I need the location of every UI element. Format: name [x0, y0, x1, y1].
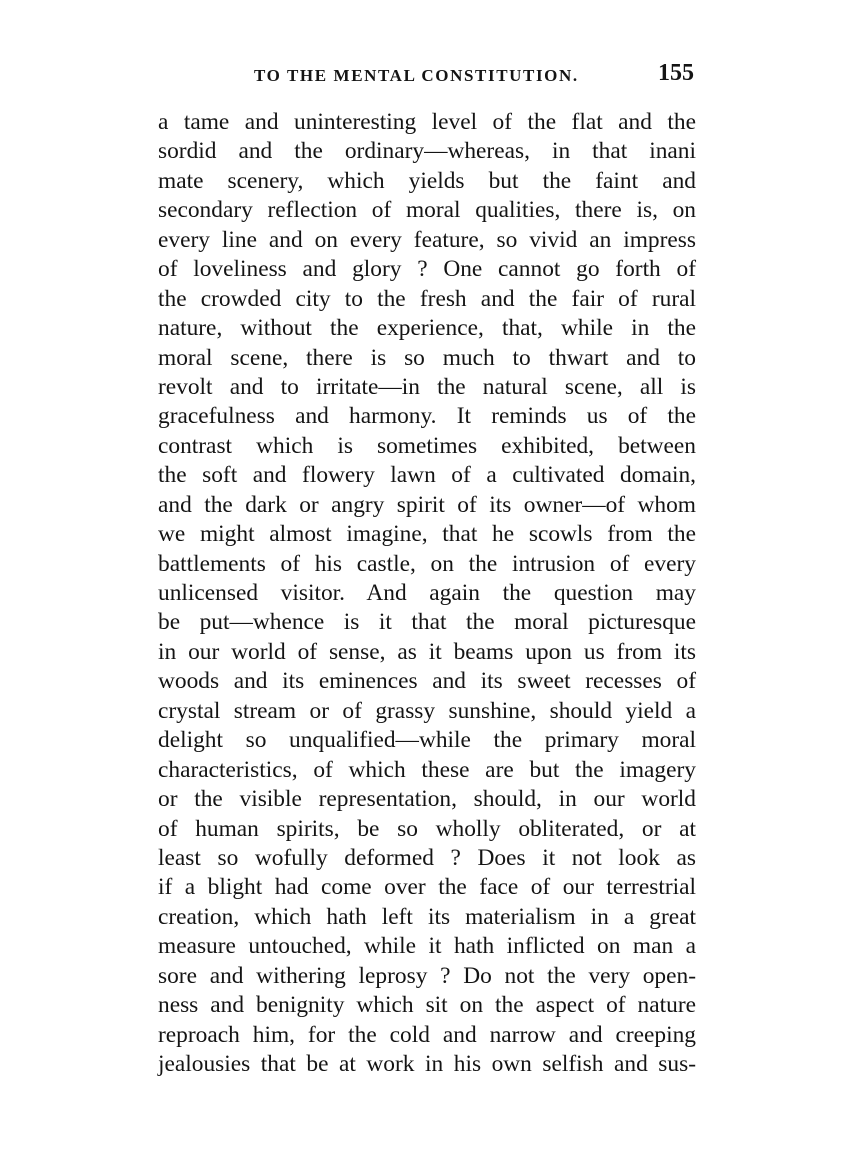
text-line: battlements of his castle, on the intrusion of every — [158, 550, 696, 577]
page-number: 155 — [658, 60, 694, 86]
text-line: the crowded city to the fresh and the fair of rural — [158, 285, 696, 312]
running-head — [158, 58, 694, 94]
text-line: every line and on every feature, so vivid an impress — [158, 226, 696, 253]
text-line: moral scene, there is so much to thwart and to — [158, 344, 696, 371]
text-line: crystal stream or of grassy sunshine, should yield a — [158, 697, 696, 724]
text-line: characteristics, of which these are but the imagery — [158, 756, 696, 783]
text-line: unlicensed visitor. And again the question may — [158, 580, 696, 606]
text-line: of human spirits, be so wholly obliterated, or at — [158, 815, 696, 842]
text-line: reproach him, for the cold and narrow and creeping — [158, 1021, 696, 1048]
text-line: revolt and to irritate—in the natural scene, all is — [158, 373, 696, 400]
text-line: measure untouched, while it hath inflicted on man a — [158, 933, 696, 960]
text-line: delight so unqualified—while the primary moral — [158, 727, 696, 754]
text-line: mate scenery, which yields but the faint and — [158, 167, 696, 194]
text-line: woods and its eminences and its sweet recesses of — [158, 668, 696, 695]
text-line: and the dark or angry spirit of its owner—of whom — [158, 491, 696, 518]
text-line: nature, without the experience, that, while in the — [158, 315, 696, 342]
text-line: sordid and the ordinary—whereas, in that inani — [158, 138, 696, 165]
text-line: be put—whence is it that the moral picturesque — [158, 609, 696, 636]
text-line: the soft and flowery lawn of a cultivated domain, — [158, 462, 696, 489]
running-title: TO THE MENTAL CONSTITUTION. — [254, 66, 579, 85]
text-line: contrast which is sometimes exhibited, between — [158, 432, 696, 459]
text-line: if a blight had come over the face of our terrestrial — [158, 874, 696, 901]
text-line: secondary reflection of moral qualities, there is, on — [158, 197, 696, 224]
text-line: or the visible representation, should, in our world — [158, 786, 696, 813]
text-line: we might almost imagine, that he scowls from the — [158, 521, 696, 548]
text-line: least so wofully deformed ? Does it not look as — [158, 844, 696, 871]
text-line: of loveliness and glory ? One cannot go forth of — [158, 256, 696, 283]
text-line: in our world of sense, as it beams upon us from its — [158, 638, 696, 665]
text-line: creation, which hath left its materialism in a great — [158, 903, 696, 930]
text-line: jealousies that be at work in his own selfish and sus- — [158, 1051, 696, 1077]
text-line: a tame and uninteresting level of the flat and the — [158, 109, 696, 135]
text-line: gracefulness and harmony. It reminds us of the — [158, 403, 696, 430]
text-line: ness and benignity which sit on the aspect of nature — [158, 992, 696, 1019]
body-text — [158, 108, 696, 1079]
text-line: sore and withering leprosy ? Do not the very open- — [158, 962, 696, 989]
